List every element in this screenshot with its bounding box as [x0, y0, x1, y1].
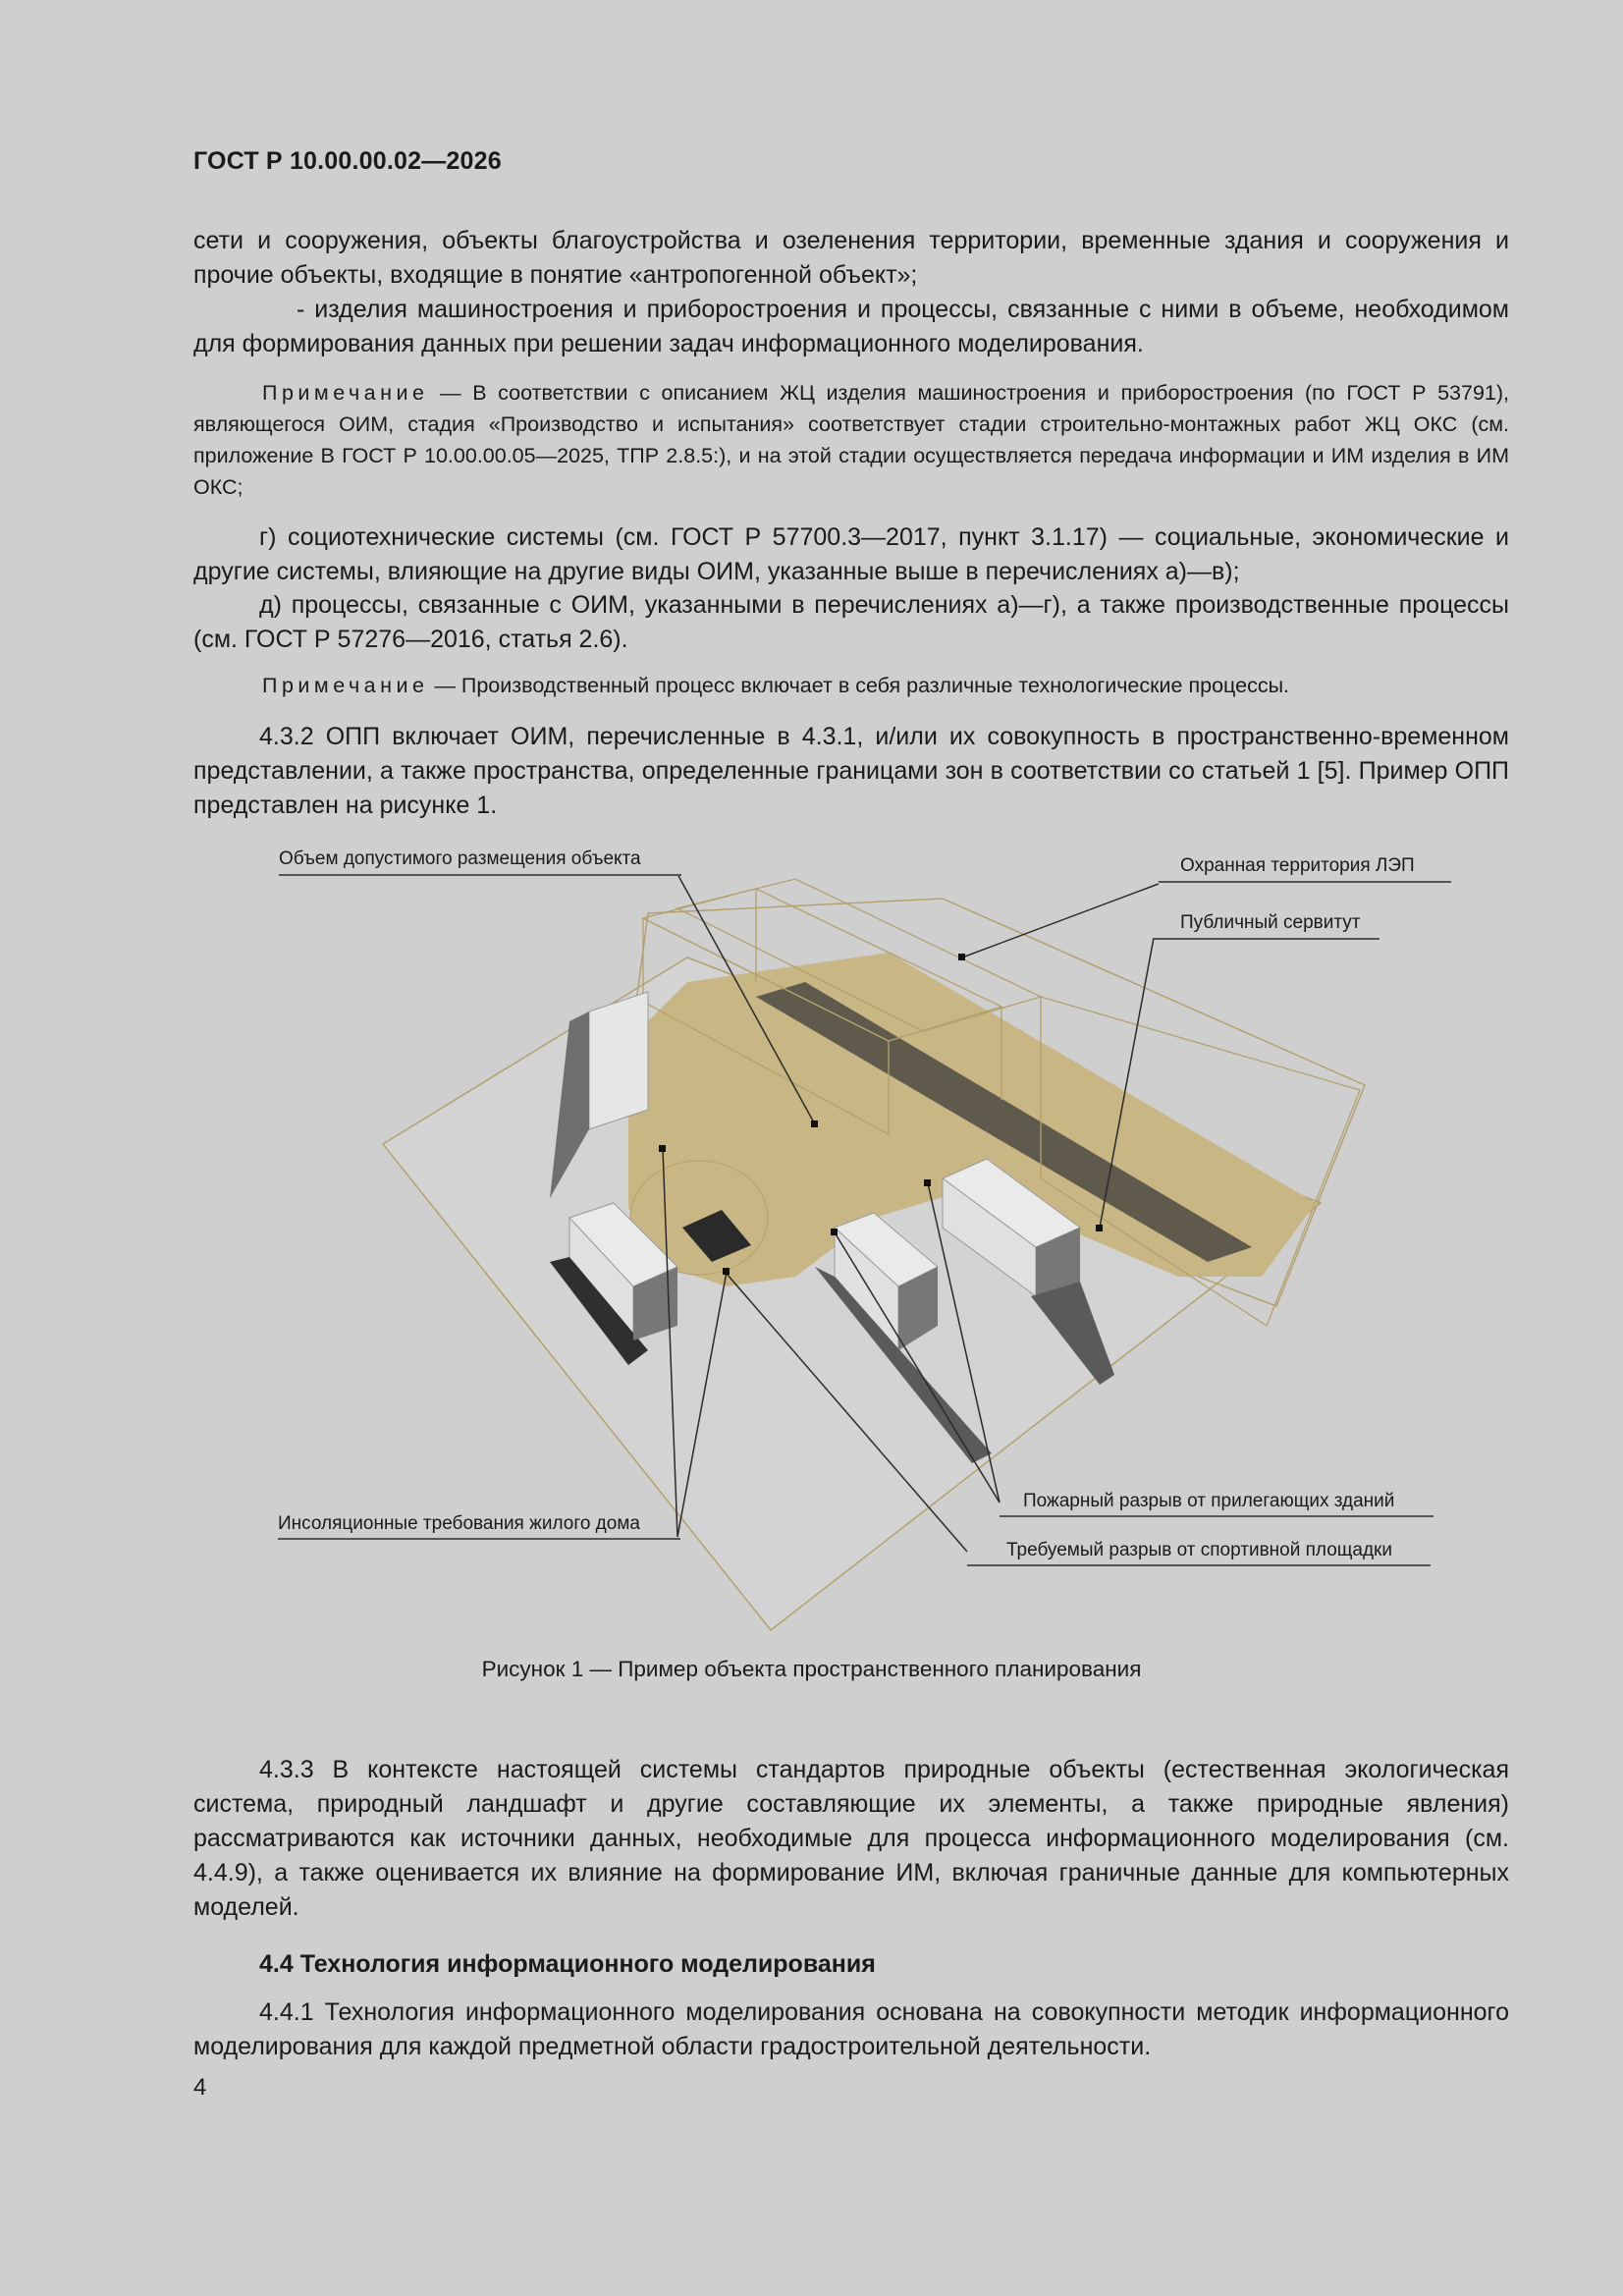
left-building [589, 992, 648, 1129]
label-volume-underline [279, 874, 681, 876]
list-item-d: д) процессы, связанные с ОИМ, указанными в перечислениях а)—г), а также производственные процессы (см. ГОСТ Р 57276—2016, статья 2.6). [193, 591, 1509, 653]
note-label: Примечание [262, 381, 429, 405]
list-item-machinery: - изделия машиностроения и приборостроения и процессы, связанные с ними в объеме, необходимом для формирования данных при решении задач информационного моделирования. [193, 296, 1509, 357]
label-protected-territory: Охранная территория ЛЭП [1180, 855, 1415, 876]
label-volume: Объем допустимого размещения объекта [279, 848, 641, 869]
label-public-servitude: Публичный сервитут [1180, 912, 1361, 933]
label-fire-gap: Пожарный разрыв от прилегающих зданий [1023, 1491, 1395, 1511]
paragraph-4-3-3: 4.3.3 В контексте настоящей системы стандартов природные объекты (естественная экологическая система, природный ландшафт и другие составляющие их элементы, а также природные явления) рассматриваются как источники данных, необходимые для процесса информационного моделирования (см. 4.4.9), а также оценивается их влияние на формирование ИМ, включая граничные данные для компьютерных моделей. [193, 1756, 1509, 1921]
label-insolation: Инсоляционные требования жилого дома [278, 1513, 640, 1534]
document-header: ГОСТ Р 10.00.00.02—2026 [193, 147, 502, 175]
list-item-g: г) социотехнические системы (см. ГОСТ Р 57700.3—2017, пункт 3.1.17) — социальные, экономические и другие системы, влияющие на другие виды ОИМ, указанные выше в перечислениях а)—в); [193, 523, 1509, 585]
note-text: — В соответствии с описанием ЖЦ изделия машиностроения и приборостроения (по ГОСТ Р 53791), являющегося ОИМ, стадия «Производство и испытания» соответствует стадии строительно-монтажных работ ЖЦ ОКС (см. приложение В ГОСТ Р 10.00.00.05—2025, ТПР 2.8.5:), и на этой стадии осуществляется передача информации и ИМ изделия в ИМ ОКС; [193, 381, 1509, 499]
section-heading-4-4: 4.4 Технология информационного моделирования [259, 1950, 876, 1978]
label-servitude-underline [1154, 938, 1380, 940]
paragraph-4-4-1: 4.4.1 Технология информационного моделирования основана на совокупности методик информационного моделирования для каждой предметной области градостроительной деятельности. [193, 1998, 1509, 2060]
note-text: — Производственный процесс включает в себя различные технологические процессы. [428, 674, 1289, 697]
paragraph-4-3-2: 4.3.2 ОПП включает ОИМ, перечисленные в 4.3.1, и/или их совокупность в пространственно-временном представлении, а также пространства, определенные границами зон в соответствии со статьей 1 [5]. Пример ОПП представлен на рисунке 1. [193, 723, 1509, 819]
label-protected-underline [1159, 881, 1451, 883]
note-label: Примечание [262, 674, 429, 697]
label-fire-underline [1000, 1515, 1434, 1517]
paragraph-continued: сети и сооружения, объекты благоустройства и озеленения территории, временные здания и сооружения и прочие объекты, входящие в понятие «антропогенной объект»; [193, 227, 1509, 289]
label-insolation-underline [278, 1538, 680, 1540]
label-sport-underline [967, 1564, 1431, 1566]
page-number: 4 [193, 2074, 207, 2101]
label-sport-gap: Требуемый разрыв от спортивной площадки [1006, 1540, 1392, 1560]
figure-caption: Рисунок 1 — Пример объекта пространственного планирования [481, 1657, 1142, 1681]
